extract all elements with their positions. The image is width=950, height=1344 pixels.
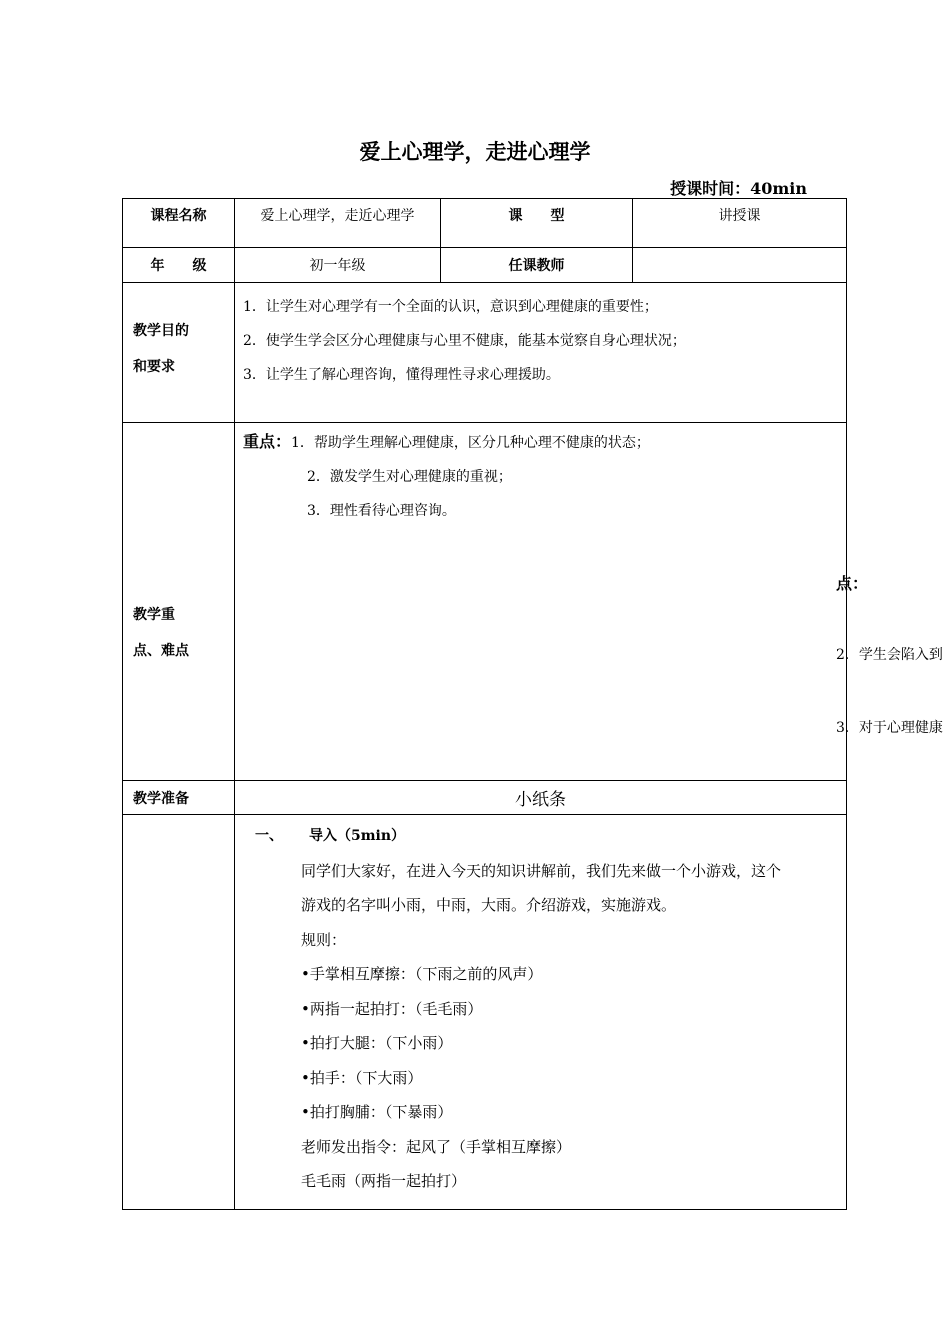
course-name-label: 课程名称: [123, 199, 235, 248]
class-duration: 授课时间：40min: [670, 179, 807, 198]
teacher-value: [633, 248, 847, 283]
row-grade: [123, 248, 847, 283]
instruction-line: 毛毛雨（两指一起拍打）: [301, 1172, 467, 1190]
row-objectives: [123, 283, 847, 423]
keypoints-label-line1: 教学重: [133, 607, 175, 623]
process-label: [123, 815, 235, 1210]
document-title: 爱上心理学，走进心理学: [359, 139, 591, 164]
objectives-label-line2: 和要求: [133, 359, 175, 375]
objectives-label-line1: 教学目的: [133, 323, 189, 339]
keypoints-label: [123, 423, 235, 781]
keypoints-heading: 重点：: [243, 432, 292, 451]
row-course-name: [123, 199, 847, 248]
course-name-value: 爱上心理学，走近心理学: [235, 199, 441, 248]
process-content: [235, 815, 847, 1210]
objective-item: 1．让学生对心理学有一个全面的认识，意识到心理健康的重要性；: [243, 299, 658, 315]
section-number: 一、: [255, 828, 283, 844]
rule-item: •拍打大腿：（下小雨）: [301, 1034, 453, 1052]
row-keypoints: [123, 423, 847, 781]
paragraph-line: 游戏的名字叫小雨，中雨，大雨。介绍游戏，实施游戏。: [301, 896, 677, 914]
grade-label: 年 级: [123, 248, 235, 283]
course-type-value: 讲授课: [633, 199, 847, 248]
difficulty-heading: 点：: [836, 574, 869, 593]
grade-value: 初一年级: [235, 248, 441, 283]
prep-value: 小纸条: [235, 781, 847, 815]
course-type-label: 课 型: [441, 199, 633, 248]
difficulty-item: 2．学生会陷入到: [836, 647, 943, 663]
section-title: 导入（5min）: [309, 828, 406, 844]
keypoints-label-line2: 点、难点: [133, 643, 189, 659]
prep-label: 教学准备: [123, 781, 235, 815]
keypoints-list: [235, 423, 847, 781]
objectives-list: [235, 283, 847, 423]
difficulty-item: 3．对于心理健康: [836, 720, 943, 736]
instruction-line: 老师发出指令：起风了（手掌相互摩擦）: [301, 1137, 572, 1156]
teacher-label: 任课教师: [441, 248, 633, 283]
paragraph-line: 同学们大家好，在进入今天的知识讲解前，我们先来做一个小游戏，这个: [301, 861, 782, 880]
process-body: [255, 854, 846, 1199]
rule-item: •两指一起拍打：（毛毛雨）: [301, 999, 483, 1018]
lesson-plan-table: [122, 198, 847, 1210]
keypoint-item: 3．理性看待心理咨询。: [307, 503, 456, 519]
objectives-label: [123, 283, 235, 423]
objective-item: 3．让学生了解心理咨询，懂得理性寻求心理援助。: [243, 367, 560, 383]
row-process: [123, 815, 847, 1210]
keypoint-item: 1．帮助学生理解心理健康，区分几种心理不健康的状态；: [291, 435, 650, 451]
rules-label: 规则：: [301, 930, 347, 949]
rule-item: •拍手：（下大雨）: [301, 1068, 423, 1087]
rule-item: •拍打胸脯：（下暴雨）: [301, 1103, 453, 1121]
objective-item: 2．使学生学会区分心理健康与心里不健康，能基本觉察自身心理状况；: [243, 333, 686, 349]
rule-item: •手掌相互摩擦：（下雨之前的风声）: [301, 965, 543, 983]
row-prep: [123, 781, 847, 815]
keypoint-item: 2．激发学生对心理健康的重视；: [307, 469, 512, 485]
